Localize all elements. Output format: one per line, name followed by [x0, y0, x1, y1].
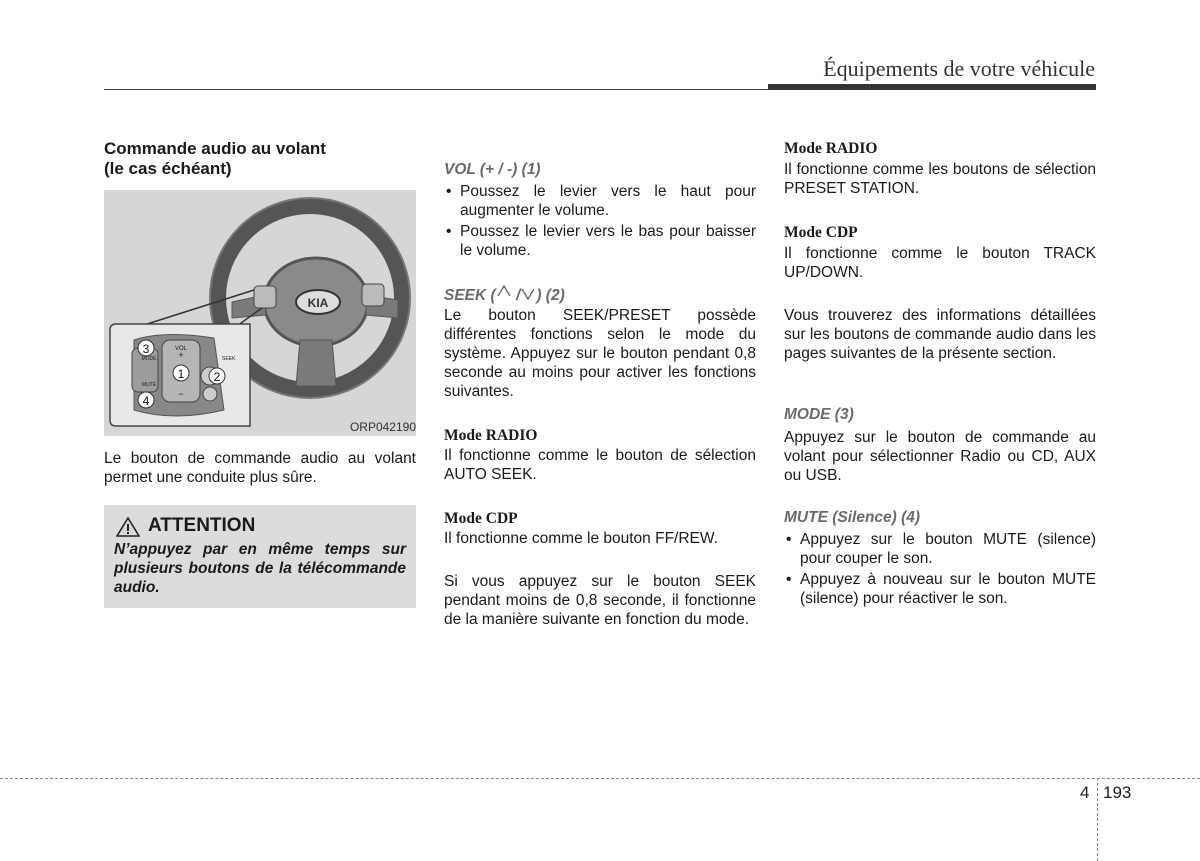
- mode-heading: MODE (3): [784, 406, 854, 423]
- footer-rule: [0, 778, 1200, 779]
- vol-plus-icon: +: [178, 350, 184, 360]
- cdp-mode-paragraph: Il fonctionne comme le bouton TRACK UP/DOWN.: [784, 245, 1096, 281]
- callout-1: [173, 365, 189, 381]
- mute-bullet-list: [784, 530, 1096, 608]
- warning-icon: [116, 517, 140, 537]
- header-rule: [104, 89, 772, 90]
- svg-text:2: 2: [213, 370, 221, 384]
- cdp-mode-heading: Mode CDP: [784, 224, 858, 241]
- cdp-mode-heading: Mode CDP: [444, 510, 518, 527]
- list-item: • Poussez le levier vers le bas pour baisser le volume.: [444, 222, 756, 260]
- attention-title: ATTENTION: [148, 515, 256, 536]
- chevron-down-icon: [520, 287, 536, 301]
- list-item: • Poussez le levier vers le haut pour augmenter le volume.: [444, 182, 756, 220]
- attention-box: [104, 505, 416, 608]
- section-heading: [104, 139, 326, 179]
- seek-heading-prefix: SEEK (: [444, 287, 496, 304]
- svg-text:1: 1: [177, 367, 185, 381]
- seek-heading: SEEK ( / ) (2): [444, 284, 565, 305]
- radio-mode-paragraph: Il fonctionne comme le bouton de sélection AUTO SEEK.: [444, 447, 756, 483]
- radio-mode-heading: Mode RADIO: [444, 427, 538, 444]
- mute-label: MUTE: [141, 382, 157, 388]
- figure-code: ORP042190: [349, 420, 416, 434]
- chapter-number: 4: [1080, 783, 1090, 802]
- page-number: 193: [1103, 783, 1132, 802]
- radio-mode-heading: Mode RADIO: [784, 140, 878, 157]
- kia-logo-text: KIA: [307, 296, 329, 310]
- list-item: • Appuyez sur le bouton MUTE (silence) pour couper le son.: [784, 530, 1096, 568]
- cdp-mode-paragraph: Il fonctionne comme le bouton FF/REW.: [444, 530, 718, 547]
- header-rule-accent: [768, 84, 1096, 90]
- callout-2: [209, 368, 225, 384]
- section-heading-line1: Commande audio au volant: [104, 139, 326, 158]
- section-heading-line2: (le cas échéant): [104, 159, 232, 178]
- seek-label: SEEK: [222, 356, 236, 362]
- footer-divider: [1097, 778, 1098, 861]
- svg-text:3: 3: [142, 342, 150, 356]
- mode-paragraph: Appuyez sur le bouton de commande au volant pour sélectionner Radio ou CD, AUX ou USB.: [784, 429, 1096, 484]
- mute-heading: MUTE (Silence) (4): [784, 509, 921, 526]
- list-item: • Appuyez à nouveau sur le bouton MUTE (silence) pour réactiver le son.: [784, 570, 1096, 608]
- short-press-paragraph: Si vous appuyez sur le bouton SEEK pendant moins de 0,8 seconde, il fonctionne de la manière suivante en fonction du mode.: [444, 573, 756, 628]
- seek-heading-suffix: ) (2): [536, 287, 565, 304]
- attention-text: N’appuyez par en même temps sur plusieurs boutons de la télécommande audio.: [114, 541, 406, 596]
- svg-text:4: 4: [142, 394, 150, 408]
- callout-4: [138, 392, 154, 408]
- vol-bullet-list: [444, 182, 756, 260]
- mode-label: MODE: [141, 356, 157, 362]
- callout-3: [138, 340, 154, 356]
- chevron-up-icon: [496, 284, 512, 298]
- vol-heading: VOL (+ / -) (1): [444, 161, 541, 178]
- vol-label: VOL: [174, 346, 188, 352]
- page-header-title: Équipements de votre véhicule: [823, 56, 1095, 81]
- steering-wheel-figure: [104, 190, 416, 436]
- steering-wheel-illustration: [104, 190, 416, 436]
- intro-paragraph: Le bouton de commande audio au volant permet une conduite plus sûre.: [104, 450, 416, 486]
- radio-mode-paragraph: Il fonctionne comme les boutons de sélection PRESET STATION.: [784, 161, 1096, 197]
- vol-minus-icon: −: [178, 389, 184, 399]
- seek-paragraph: Le bouton SEEK/PRESET possède différentes fonctions selon le mode du système. Appuyez sur le bouton pendant 0,8 seconde au moins pour activer les fonctions suivantes.: [444, 307, 756, 400]
- info-paragraph: Vous trouverez des informations détaillées sur les boutons de commande audio dans les pages suivantes de la présente section.: [784, 307, 1096, 362]
